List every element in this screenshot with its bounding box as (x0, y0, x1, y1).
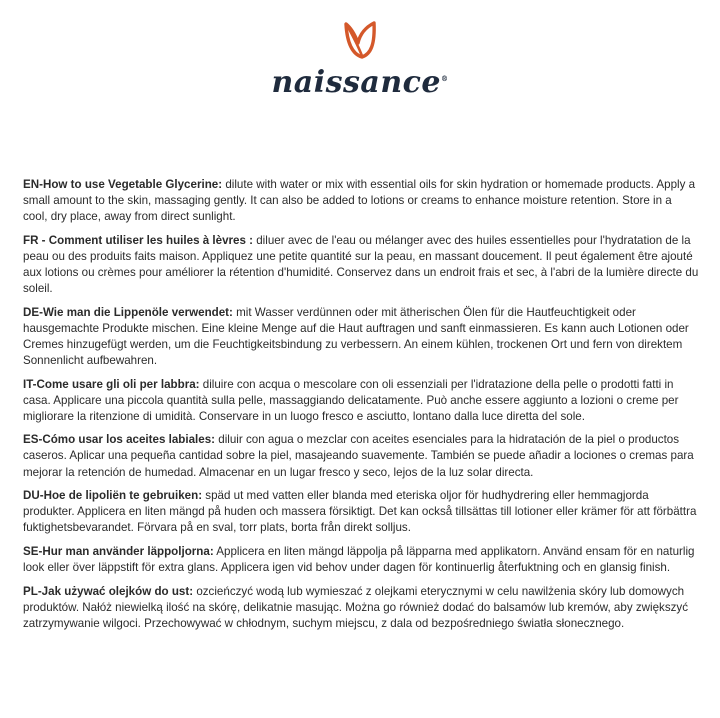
instruction-body: dilute with water or mix with essential oils for skin hydration or homemade products. Apply a small amount to the skin, massaging gently. It can also be added to lotions or creams to enhance moisture retention. Store in a cool, dry place, away from direct sunlight. (23, 178, 696, 224)
instruction-pl (23, 584, 699, 632)
brand-wordmark (271, 62, 448, 100)
instruction-it (23, 377, 699, 425)
instruction-body: diluire con acqua o mescolare con oli essenziali per l'idratazione della pelle o prodotti fatti in casa. Applicare una piccola quantità sulla pelle, massaggiando delicatamente. Può anche essere aggiunto a lozioni o creme per migliorare la ritenzione di umidità. Conservare in un luogo fresco e asciutto, lontano dalla luce diretta del sole. (23, 377, 679, 423)
instruction-lead: DU-Hoe de lipoliën te gebruiken: (23, 489, 203, 503)
instruction-lead: IT-Come usare gli oli per labbra: (23, 377, 200, 391)
instruction-du (23, 488, 699, 536)
instruction-lead: PL-Jak używać olejków do ust: (23, 584, 194, 598)
instruction-body: ozcieńczyć wodą lub wymieszać z olejkami eterycznymi w celu nawilżenia skóry lub domowych produktów. Nałóż niewielką ilość na skórę, delikatnie masując. Można go również dodać do balsamów lub kremów, aby zwiększyć zatrzymywanie wilgoci. Przechowywać w chłodnym, suchym miejscu, z dala od bezpośredniego światła słonecznego. (23, 584, 689, 630)
brand-logo (0, 18, 720, 100)
instruction-lead: EN-How to use Vegetable Glycerine: (23, 178, 223, 191)
instruction-se (23, 544, 699, 576)
instruction-en (23, 177, 699, 225)
instruction-lead: DE-Wie man die Lippenöle verwendet: (23, 305, 233, 319)
instruction-body: mit Wasser verdünnen oder mit ätherischen Ölen für die Hautfeuchtigkeit oder hausgemachte Produkte mischen. Eine kleine Menge auf die Haut auftragen und sanft einmassieren. Es kann auch Lotionen oder Cremes hinzugefügt werden, um die Feuchtigkeitsbindung zu verbessern. An einem kühlen, trockenen Ort und fern von direktem Sonnenlicht aufbewahren. (23, 305, 689, 367)
instruction-body: späd ut med vatten eller blanda med eteriska oljor för hudhydrering eller hemmagjorda produkter. Applicera en liten mängd på huden och massera försiktigt. Det kan också tillsättas till lotioner eller krämer för att förbättra fuktighetsbevarandet. Förvara på en sval, torr plats, borta från direkt solljus. (23, 489, 697, 535)
instruction-fr (23, 233, 699, 297)
instruction-body: diluir con agua o mezclar con aceites esenciales para la hidratación de la piel o productos caseros. Aplicar una pequeña cantidad sobre la piel, masajeando suavemente. También se puede añadir a lociones o cremas para mejorar la retención de humedad. Almacenar en un lugar fresco y seco, lejos de la luz solar directa. (23, 433, 694, 479)
leaf-icon (338, 18, 382, 62)
brand-name: naissance (271, 65, 442, 100)
instruction-de (23, 305, 699, 369)
instruction-body: Applicera en liten mängd läppolja på läpparna med applikatorn. Använd ensam för en naturlig look eller över läppstift för extra glans. Applicera igen vid behov under dagen för kontinuerlig återfuktning och en glansig finish. (23, 544, 695, 574)
instruction-es (23, 432, 699, 480)
instruction-lead: SE-Hur man använder läppoljorna: (23, 544, 214, 558)
registered-mark: ® (441, 74, 449, 83)
instruction-lead: FR - Comment utiliser les huiles à lèvres : (23, 233, 254, 247)
instruction-lead: ES-Cómo usar los aceites labiales: (23, 433, 216, 447)
instruction-body: diluer avec de l'eau ou mélanger avec des huiles essentielles pour l'hydratation de la peau ou des produits faits maison. Appliquez une petite quantité sur la peau, en massant doucement. Il peut également être ajouté aux lotions ou crèmes pour améliorer la rétention d'humidité. Conservez dans un endroit frais et sec, à l'abri de la lumière directe du soleil. (23, 233, 699, 296)
usage-instructions (23, 177, 699, 639)
